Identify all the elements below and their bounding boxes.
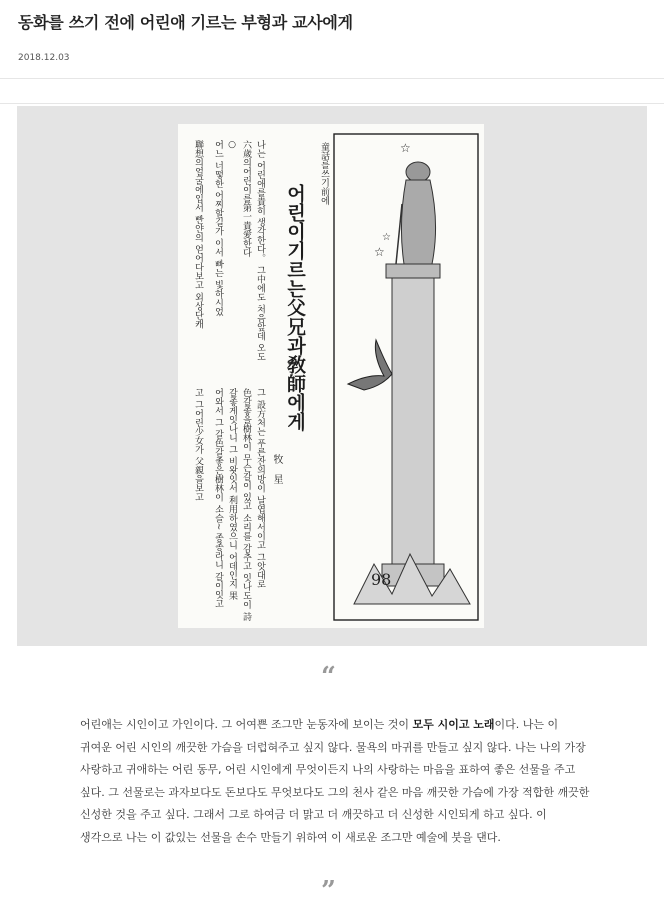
column-pillar-illustration bbox=[354, 264, 470, 604]
quote-text-after: 이다. 나는 이 귀여운 어린 시인의 깨끗한 가슴을 더럽혀주고 싶지 않다. 물욕의 마귀를 만들고 싶지 않다. 나는 나의 가장 사랑하고 귀애하는 어린 동무, 어린 시인에게 무엇이든지 나의 사랑하는 마음을 표하여 좋은 선물을 주고 싶다. 그 선물로는 과자보다도 돈보다도 무엇보다도 그의 천사 같은 마음 깨끗한 가슴에 가장 적합한 깨끗한 신성한 것을 주고 싶다. 그래서 그로 하여금 더 맑고 더 깨끗하고 더 신성한 시인되게 하고 싶다. 이 생각으로 나는 이 값있는 선물을 손수 만들기 위하여 이 새로운 조그만 예술에 붓을 댄다. bbox=[80, 718, 590, 844]
scan-text-column: 고 그어린少女가 父親을보고 bbox=[193, 388, 203, 502]
post-date: 2018.12.03 bbox=[18, 53, 70, 63]
quote-text-bold: 모두 시이고 노래 bbox=[412, 718, 495, 731]
scan-headline-small: 童話를쓰기前에 bbox=[319, 142, 329, 205]
scan-author: 牧 星 bbox=[271, 454, 282, 484]
scan-text-column: 色갈좋을樹林이 무슨갈이 있고 소리를 감추고 잇나도이 詩 bbox=[241, 388, 251, 622]
star-icon: ☆ bbox=[374, 245, 385, 259]
post-title: 동화를 쓰기 전에 어린애 기르는 부형과 교사에게 bbox=[18, 13, 353, 32]
scan-text-column: 그 設方처는 푸른잔의방이 날엽해서이고 그앗대로 bbox=[255, 388, 265, 589]
divider-top bbox=[0, 78, 664, 79]
open-quote-icon: “ bbox=[321, 662, 336, 692]
scan-page-number: 98 bbox=[371, 570, 392, 589]
star-icon: ☆ bbox=[382, 232, 391, 243]
scanned-page-image bbox=[178, 124, 484, 628]
divider-bottom bbox=[0, 103, 664, 104]
swallow-bird-illustration bbox=[348, 340, 392, 390]
scan-text-column: 갈좋게잇나니 그 비왓잇서 利用하였으니 어데인지 果 bbox=[227, 388, 237, 601]
scan-text-column: 어느 너떻한 어찌할길가 이서 빠는 빛하시었 bbox=[213, 140, 223, 317]
illustration-frame bbox=[178, 124, 484, 628]
close-quote-icon: ” bbox=[321, 876, 336, 906]
quote-text-before: 어린애는 시인이고 가인이다. 그 어여쁜 조그만 눈동자에 보이는 것이 bbox=[80, 718, 413, 731]
scan-text-column: 나는 어린애를貴히 생각한다。 그中에도 처음앞데 오도 bbox=[255, 140, 265, 362]
scan-headline-main: 어린이기르는父兄과敎師에게 bbox=[284, 184, 306, 431]
statue-figure-illustration bbox=[396, 162, 436, 264]
star-icon: ☆ bbox=[400, 141, 411, 155]
scan-text-column: ○ bbox=[227, 140, 237, 150]
scan-text-column: 六歲의어린이를第一貴愛한다 bbox=[241, 140, 251, 257]
scan-text-column: 聯想의얼굴에입서 빤얀의 얻어다보고 외상단캐 bbox=[193, 140, 203, 329]
scan-text-column: 어와서 그 갈色갈좋은樹林이 소슬~ 종종라니 갈이잇고 bbox=[213, 388, 223, 608]
quote-text bbox=[80, 714, 590, 849]
